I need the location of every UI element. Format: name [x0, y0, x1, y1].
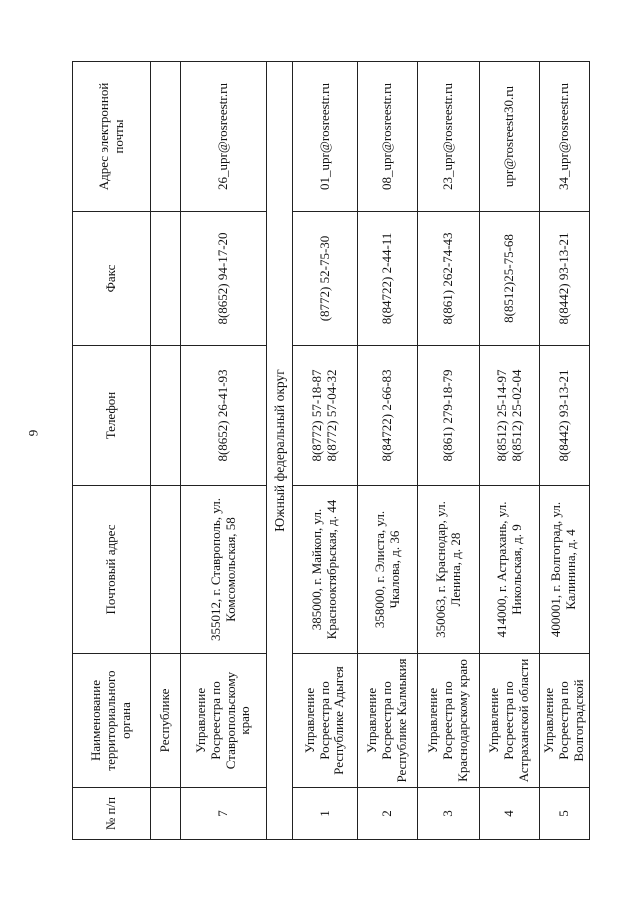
- cell-phone: 8(8772) 57-18-87 8(8772) 57-04-32: [293, 346, 358, 486]
- page-number: 9: [25, 429, 41, 437]
- cell-address: 358000, г. Элиста, ул. Чкалова, д. 36: [358, 486, 418, 654]
- cell-org: Управление Росреестра по Астраханской области: [480, 654, 540, 788]
- cell-address: 355012, г. Ставрополь, ул. Комсомольская, 58: [181, 486, 267, 654]
- cell-phone: [151, 346, 181, 486]
- cell-num: 3: [418, 788, 480, 840]
- cell-email: 23_upr@rosreestr.ru: [418, 62, 480, 212]
- rotated-document: [72, 62, 586, 840]
- cell-phone: 8(861) 279-18-79: [418, 346, 480, 486]
- cell-address: [151, 486, 181, 654]
- cell-num: 1: [293, 788, 358, 840]
- cell-address: 400001, г. Волгоград, ул. Калинина, д. 4: [540, 486, 590, 654]
- cell-fax: 8(8512)25-75-68: [480, 212, 540, 346]
- cell-org: Управление Росреестра по Волгоградской: [540, 654, 590, 788]
- table-row: [540, 62, 590, 840]
- cell-num: 5: [540, 788, 590, 840]
- cell-num: 2: [358, 788, 418, 840]
- cell-org: Республике: [151, 654, 181, 788]
- header-address: Почтовый адрес: [73, 486, 151, 654]
- section-row: [267, 62, 293, 840]
- cell-fax: (8772) 52-75-30: [293, 212, 358, 346]
- cell-fax: 8(861) 262-74-43: [418, 212, 480, 346]
- cell-org: Управление Росреестра по Республике Калмыкия: [358, 654, 418, 788]
- cell-phone: 8(8512) 25-14-97 8(8512) 25-02-04: [480, 346, 540, 486]
- header-org: Наименование территориального органа: [73, 654, 151, 788]
- cell-fax: 8(8442) 93-13-21: [540, 212, 590, 346]
- cell-org: Управление Росреестра по Ставропольскому краю: [181, 654, 267, 788]
- table-row: [358, 62, 418, 840]
- table-row: [181, 62, 267, 840]
- cell-phone: 8(8652) 26-41-93: [181, 346, 267, 486]
- cell-num: [151, 788, 181, 840]
- cell-email: 08_upr@rosreestr.ru: [358, 62, 418, 212]
- cell-email: 01_upr@rosreestr.ru: [293, 62, 358, 212]
- cell-fax: [151, 212, 181, 346]
- table-row: [151, 62, 181, 840]
- cell-email: 34_upr@rosreestr.ru: [540, 62, 590, 212]
- table-row: [480, 62, 540, 840]
- header-fax: Факс: [73, 212, 151, 346]
- cell-org: Управление Росреестра по Краснодарскому краю: [418, 654, 480, 788]
- cell-org: Управление Росреестра по Республике Адыгея: [293, 654, 358, 788]
- header-num: № п/п: [73, 788, 151, 840]
- table-header-row: [73, 62, 151, 840]
- section-title: Южный федеральный округ: [267, 62, 293, 840]
- table-row: [293, 62, 358, 840]
- cell-address: 385000, г. Майкоп, ул. Краснооктябрьская, д. 44: [293, 486, 358, 654]
- header-email: Адрес электронной почты: [73, 62, 151, 212]
- cell-fax: 8(84722) 2-44-11: [358, 212, 418, 346]
- table-row: [418, 62, 480, 840]
- cell-num: 4: [480, 788, 540, 840]
- cell-email: [151, 62, 181, 212]
- cell-num: 7: [181, 788, 267, 840]
- cell-phone: 8(84722) 2-66-83: [358, 346, 418, 486]
- rosreestr-offices-table: [72, 61, 590, 840]
- cell-address: 350063, г. Краснодар, ул. Ленина, д. 28: [418, 486, 480, 654]
- cell-email: upr@rosreestr30.ru: [480, 62, 540, 212]
- header-phone: Телефон: [73, 346, 151, 486]
- cell-phone: 8(8442) 93-13-21: [540, 346, 590, 486]
- cell-address: 414000, г. Астрахань, ул. Никольская, д. 9: [480, 486, 540, 654]
- cell-email: 26_upr@rosreestr.ru: [181, 62, 267, 212]
- cell-fax: 8(8652) 94-17-20: [181, 212, 267, 346]
